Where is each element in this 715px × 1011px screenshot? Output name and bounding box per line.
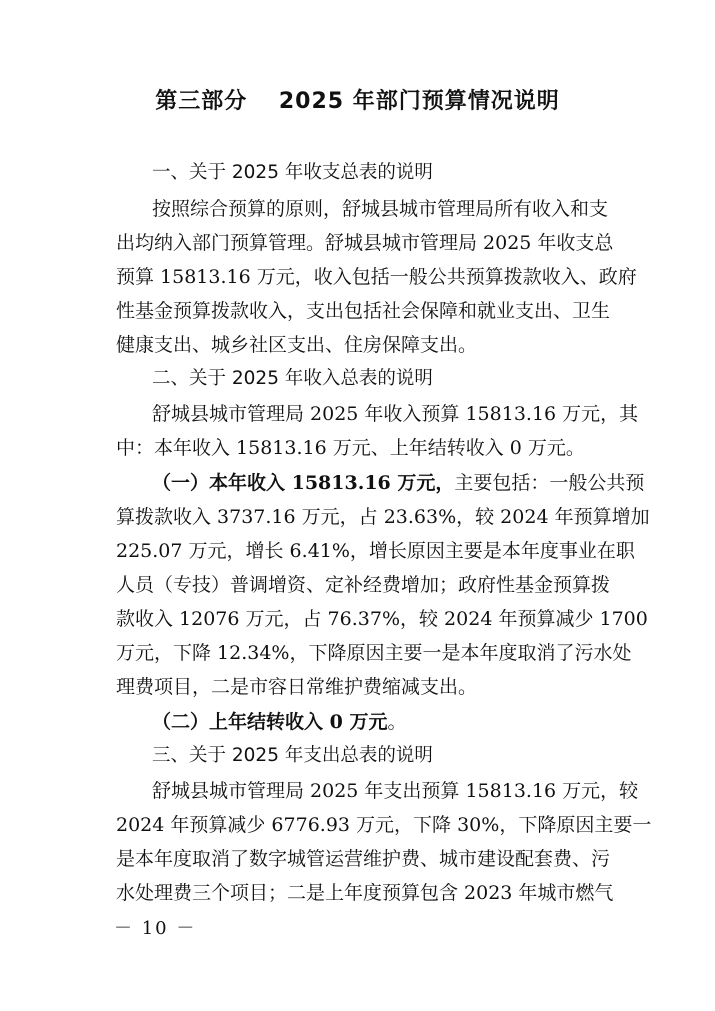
paragraph-line: 舒城县城市管理局 2025 年支出预算 15813.16 万元，较 [152, 780, 639, 802]
page-title: 第三部分 2025 年部门预算情况说明 [155, 89, 560, 114]
paragraph-line: 性基金预算拨款收入，支出包括社会保障和就业支出、卫生 [116, 300, 611, 322]
paragraph-line: 理费项目，二是市容日常维护费缩减支出。 [116, 676, 478, 698]
paragraph-line: 2024 年预算减少 6776.93 万元，下降 30%，下降原因主要一 [116, 814, 652, 836]
paragraph-line: 款收入 12076 万元，占 76.37%，较 2024 年预算减少 1700 [116, 608, 648, 630]
section-heading-expense-summary: 三、关于 2025 年支出总表的说明 [152, 745, 433, 766]
paragraph-line-prior-year-carryover [152, 705, 604, 739]
bold-lead-prior-year-carryover: （二）上年结转收入 0 万元 [152, 711, 388, 733]
paragraph-line: 是本年度取消了数字城管运营维护费、城市建设配套费、污 [116, 848, 611, 870]
bold-lead-current-year-income: （一）本年收入 15813.16 万元， [152, 472, 455, 494]
paragraph-line: 水处理费三个项目；二是上年度预算包含 2023 年城市燃气 [116, 882, 614, 904]
paragraph-line: 算拨款收入 3737.16 万元，占 23.63%，较 2024 年预算增加 [116, 506, 650, 528]
paragraph-line: 人员（专技）普调增资、定补经费增加；政府性基金预算拨 [116, 574, 611, 596]
paragraph-line: 预算 15813.16 万元，收入包括一般公共预算拨款收入、政府 [116, 266, 637, 288]
lead-rest-text: 主要包括：一般公共预 [454, 472, 645, 494]
paragraph-line-current-year-income [152, 466, 645, 500]
paragraph-line: 按照综合预算的原则，舒城县城市管理局所有收入和支 [152, 198, 609, 220]
paragraph-line: 健康支出、城乡社区支出、住房保障支出。 [116, 334, 478, 356]
paragraph-line: 中：本年收入 15813.16 万元、上年结转收入 0 万元。 [116, 437, 585, 459]
paragraph-line: 出均纳入部门预算管理。舒城县城市管理局 2025 年收支总 [116, 232, 614, 254]
tail-text: 。 [387, 711, 407, 733]
paragraph-line: 万元，下降 12.34%，下降原因主要一是本年度取消了污水处 [116, 642, 632, 664]
section-heading-income-summary: 二、关于 2025 年收入总表的说明 [152, 368, 433, 389]
paragraph-line: 225.07 万元，增长 6.41%，增长原因主要是本年度事业在职 [116, 540, 635, 562]
page-number: － 10 － [114, 918, 197, 939]
paragraph-line: 舒城县城市管理局 2025 年收入预算 15813.16 万元，其 [152, 403, 639, 425]
section-heading-income-expense-summary: 一、关于 2025 年收支总表的说明 [152, 162, 433, 183]
